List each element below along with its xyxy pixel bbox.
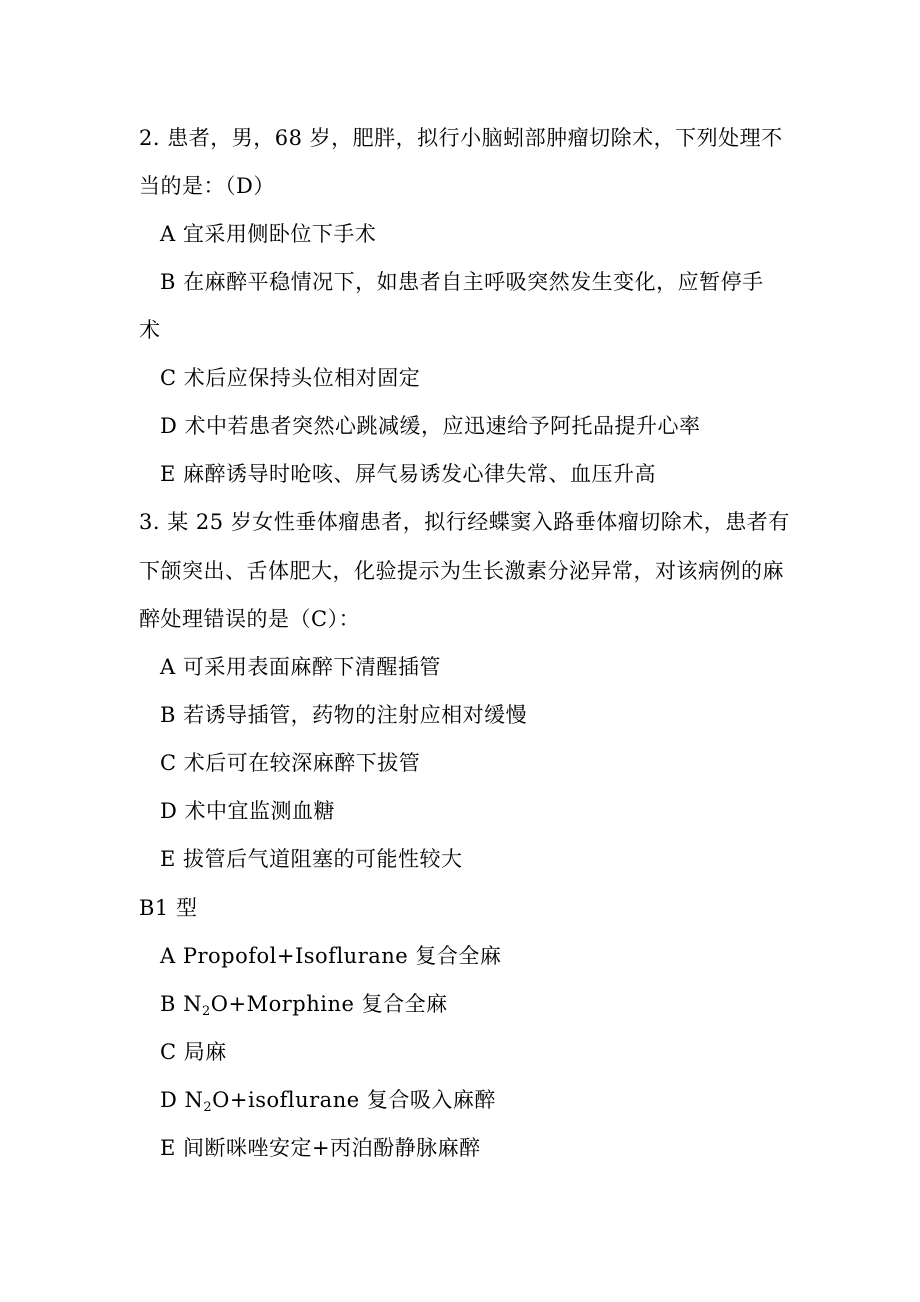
b1-option-b bbox=[160, 991, 448, 1017]
q3-stem-line-2: 下颌突出、舌体肥大，化验提示为生长激素分泌异常，对该病例的麻 bbox=[139, 559, 784, 583]
b1-option-d bbox=[160, 1087, 496, 1113]
b1-option-b-suffix: O+Morphine 复合全麻 bbox=[210, 992, 448, 1016]
b1-option-d-subscript: 2 bbox=[203, 1100, 213, 1115]
q3-option-d: D 术中宜监测血糖 bbox=[160, 799, 336, 823]
q2-option-c: C 术后应保持头位相对固定 bbox=[160, 366, 421, 390]
q2-stem-line-1: 2. 患者，男，68 岁，肥胖，拟行小脑蚓部肿瘤切除术，下列处理不 bbox=[139, 126, 783, 150]
q3-option-a: A 可采用表面麻醉下清醒插管 bbox=[160, 655, 441, 679]
b1-option-d-prefix: D N bbox=[160, 1088, 204, 1112]
q2-option-d: D 术中若患者突然心跳减缓，应迅速给予阿托品提升心率 bbox=[160, 414, 701, 438]
q3-stem-line-1: 3. 某 25 岁女性垂体瘤患者，拟行经蝶窦入路垂体瘤切除术，患者有 bbox=[139, 510, 790, 534]
b1-heading: B1 型 bbox=[139, 896, 198, 920]
b1-option-c: C 局麻 bbox=[160, 1040, 227, 1064]
q2-stem-line-2: 当的是：（D） bbox=[139, 174, 275, 198]
b1-option-a: A Propofol+Isoflurane 复合全麻 bbox=[160, 944, 502, 968]
q3-option-b: B 若诱导插管，药物的注射应相对缓慢 bbox=[160, 703, 528, 727]
b1-option-b-prefix: B N bbox=[160, 992, 202, 1016]
q3-option-e: E 拔管后气道阻塞的可能性较大 bbox=[160, 847, 463, 871]
q2-option-a: A 宜采用侧卧位下手术 bbox=[160, 222, 377, 246]
b1-option-d-suffix: O+isoflurane 复合吸入麻醉 bbox=[212, 1088, 496, 1112]
q3-stem-line-3: 醉处理错误的是（C）： bbox=[139, 607, 361, 631]
q2-option-e: E 麻醉诱导时呛咳、屏气易诱发心律失常、血压升高 bbox=[160, 462, 657, 486]
q2-option-b: B 在麻醉平稳情况下，如患者自主呼吸突然发生变化，应暂停手 bbox=[160, 270, 764, 294]
q2-option-b-continued: 术 bbox=[139, 318, 161, 342]
q3-option-c: C 术后可在较深麻醉下拔管 bbox=[160, 751, 421, 775]
b1-option-b-subscript: 2 bbox=[201, 1004, 211, 1019]
b1-option-e: E 间断咪唑安定+丙泊酚静脉麻醉 bbox=[160, 1136, 481, 1160]
